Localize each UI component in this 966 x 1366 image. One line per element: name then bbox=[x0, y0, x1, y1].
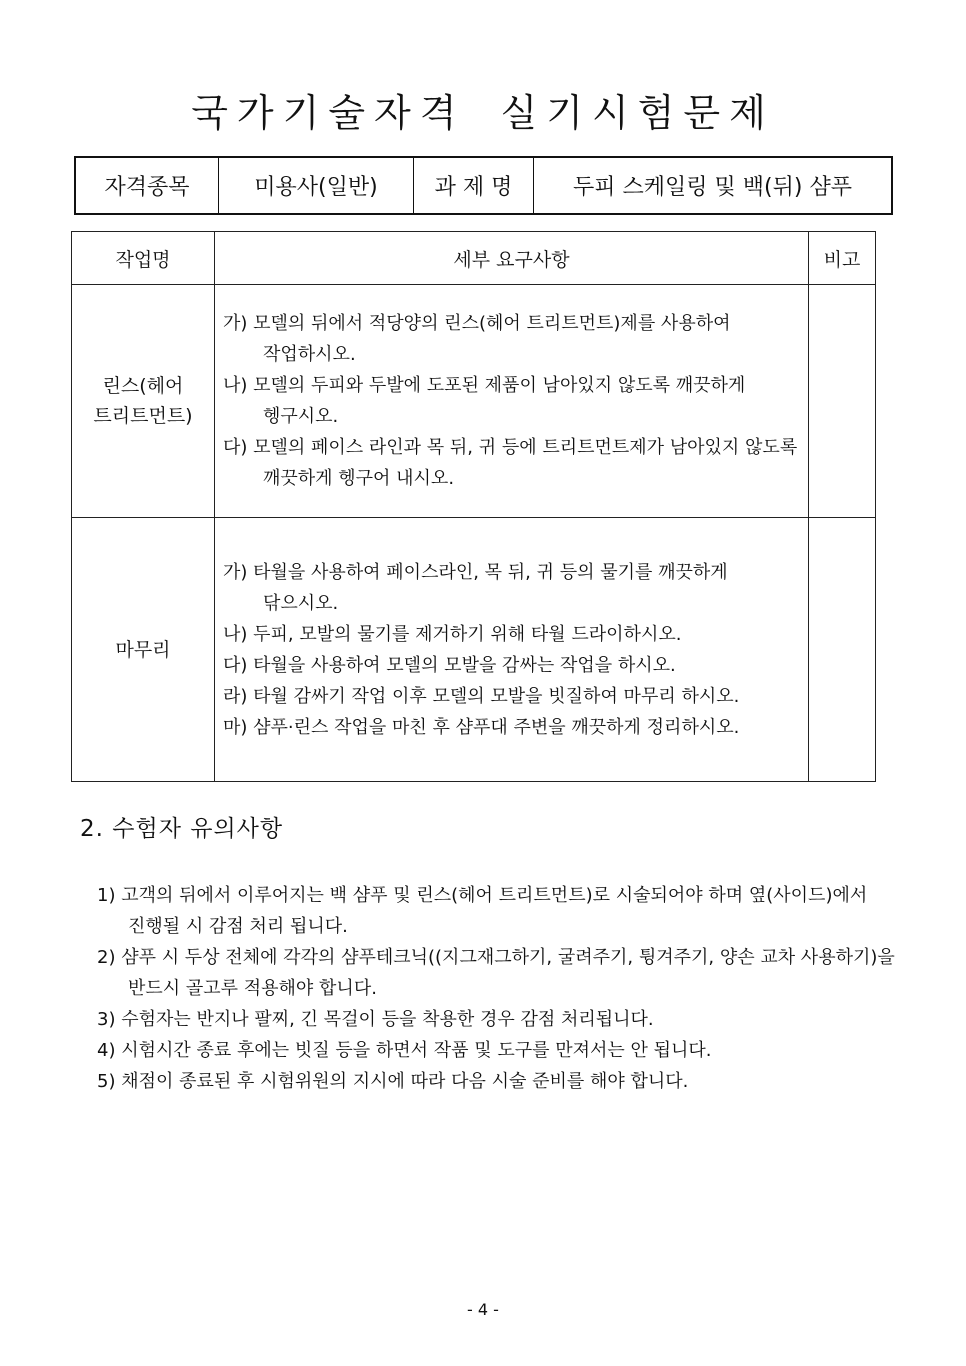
task-name: 린스(헤어 트리트먼트) bbox=[93, 375, 193, 427]
requirements-table bbox=[71, 231, 876, 782]
requirement-item: 가) 모델의 뒤에서 적당양의 린스(헤어 트리트먼트)제를 사용하여 작업하시오. bbox=[223, 313, 731, 365]
exam-header-table bbox=[74, 156, 893, 215]
note-cell bbox=[809, 285, 876, 518]
note-item: 5) 채점이 종료된 후 시험위원의 지시에 따라 다음 시술 준비를 해야 합니다. bbox=[97, 1071, 689, 1092]
table-header-row bbox=[72, 232, 876, 285]
requirements-cell bbox=[215, 285, 809, 518]
page-number: - 4 - bbox=[467, 1300, 499, 1319]
note-item: 3) 수험자는 반지나 팔찌, 긴 목걸이 등을 착용한 경우 감점 처리됩니다. bbox=[97, 1009, 654, 1030]
qualification-label: 자격종목 bbox=[75, 157, 219, 214]
note-item: 4) 시험시간 종료 후에는 빗질 등을 하면서 작품 및 도구를 만져서는 안 됩니다. bbox=[97, 1040, 712, 1061]
requirement-item: 다) 모델의 페이스 라인과 목 뒤, 귀 등에 트리트먼트제가 남아있지 않도록 깨끗하게 헹구어 내시오. bbox=[223, 437, 798, 489]
task-name: 마무리 bbox=[115, 638, 171, 661]
section-title: 2. 수험자 유의사항 bbox=[80, 816, 284, 842]
task-label: 과 제 명 bbox=[414, 157, 534, 214]
task-name-cell bbox=[72, 285, 215, 518]
requirement-item: 라) 타월 감싸기 작업 이후 모델의 모발을 빗질하여 마무리 하시오. bbox=[223, 685, 740, 707]
document-title: 국가기술자격 실기시험문제 bbox=[191, 91, 775, 135]
task-value: 두피 스케일링 및 백(뒤) 샴푸 bbox=[534, 157, 893, 214]
requirement-item: 마) 샴푸·린스 작업을 마친 후 샴푸대 주변을 깨끗하게 정리하시오. bbox=[223, 716, 740, 738]
requirement-item: 다) 타월을 사용하여 모델의 모발을 감싸는 작업을 하시오. bbox=[223, 654, 676, 676]
col-task-header: 작업명 bbox=[72, 232, 215, 285]
note-item: 2) 샴푸 시 두상 전체에 각각의 샴푸테크닉((지그재그하기, 굴려주기, 튕겨주기, 양손 교차 사용하기)을 반드시 골고루 적용해야 합니다. bbox=[97, 947, 895, 999]
note-cell bbox=[809, 518, 876, 782]
candidate-notes-list bbox=[97, 880, 917, 1097]
qualification-value: 미용사(일반) bbox=[219, 157, 414, 214]
table-row bbox=[72, 285, 876, 518]
task-name-cell bbox=[72, 518, 215, 782]
requirement-item: 나) 모델의 두피와 두발에 도포된 제품이 남아있지 않도록 깨끗하게 헹구시오. bbox=[223, 375, 746, 427]
col-detail-header: 세부 요구사항 bbox=[215, 232, 809, 285]
requirements-cell bbox=[215, 518, 809, 782]
note-item: 1) 고객의 뒤에서 이루어지는 백 샴푸 및 린스(헤어 트리트먼트)로 시술되어야 하며 옆(사이드)에서 진행될 시 감점 처리 됩니다. bbox=[97, 885, 868, 937]
table-row bbox=[72, 518, 876, 782]
requirement-item: 가) 타월을 사용하여 페이스라인, 목 뒤, 귀 등의 물기를 깨끗하게 닦으시오. bbox=[223, 561, 728, 614]
requirement-item: 나) 두피, 모발의 물기를 제거하기 위해 타월 드라이하시오. bbox=[223, 623, 682, 645]
col-note-header: 비고 bbox=[809, 232, 876, 285]
